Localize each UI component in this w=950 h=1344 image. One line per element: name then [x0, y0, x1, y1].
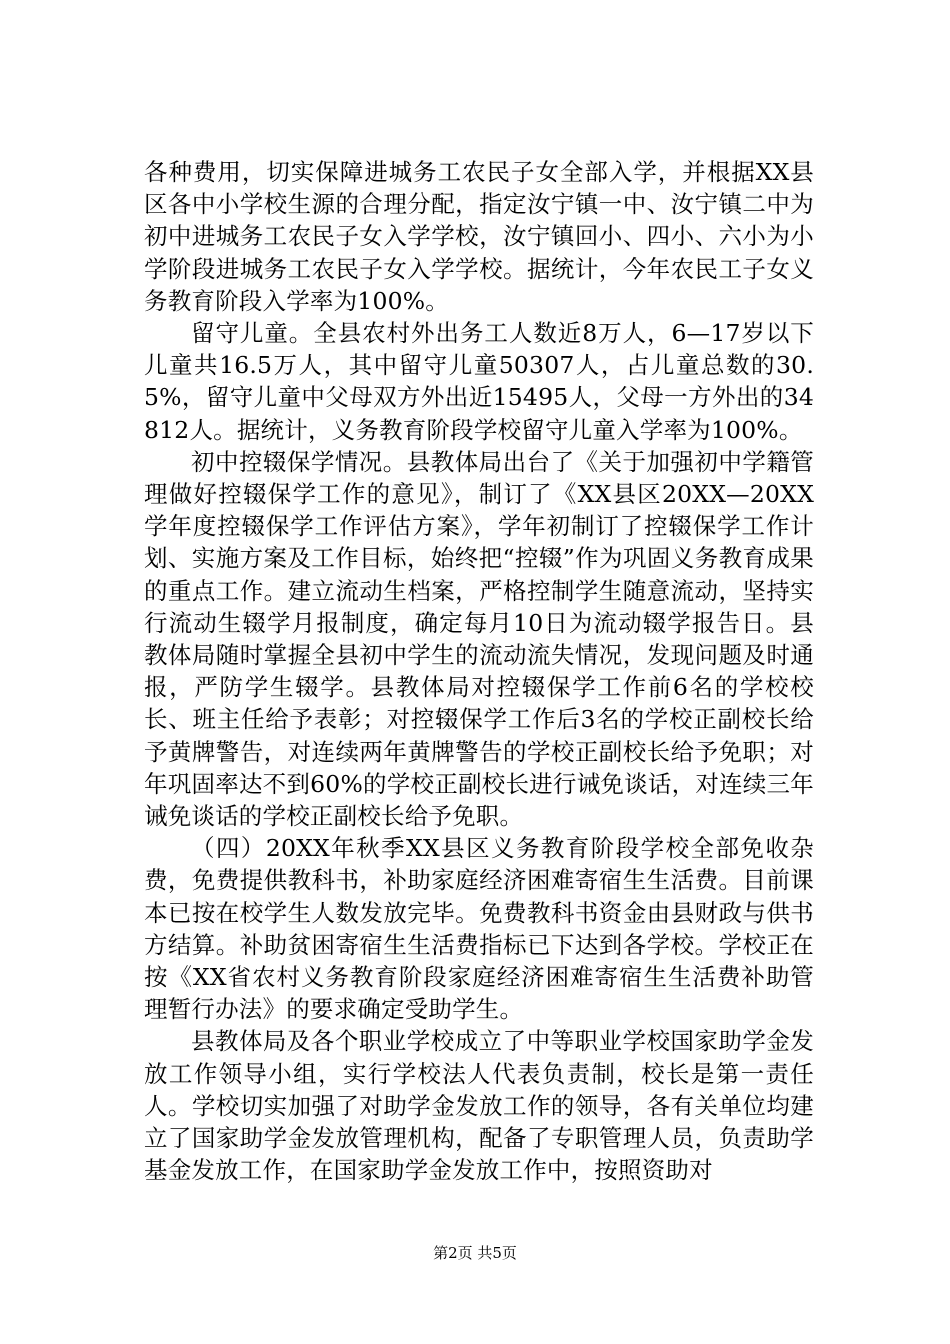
paragraph-2: 留守儿童。全县农村外出务工人数近8万人，6—17岁以下儿童共16.5万人，其中留守儿童50307人，占儿童总数的30.5%，留守儿童中父母双方外出近15495人，父母一方外出的34812人。据统计，义务教育阶段学校留守儿童入学率为100%。	[144, 319, 814, 444]
paragraph-3: 初中控辍保学情况。县教体局出台了《关于加强初中学籍管理做好控辍保学工作的意见》，制订了《XX县区20XX—20XX学年度控辍保学工作评估方案》，学年初制订了控辍保学工作计划、实施方案及工作目标，始终把“控辍”作为巩固义务教育成果的重点工作。建立流动生档案，严格控制学生随意流动，坚持实行流动生辍学月报制度，确定每月10日为流动辍学报告日。县教体局随时掌握全县初中学生的流动流失情况，发现问题及时通报，严防学生辍学。县教体局对控辍保学工作前6名的学校校长、班主任给予表彰；对控辍保学工作后3名的学校正副校长给予黄牌警告，对连续两年黄牌警告的学校正副校长给予免职；对年巩固率达不到60%的学校正副校长进行诫免谈话，对连续三年诫免谈话的学校正副校长给予免职。	[144, 447, 814, 831]
paragraph-4: （四）20XX年秋季XX县区义务教育阶段学校全部免收杂费，免费提供教科书，补助家庭经济困难寄宿生生活费。目前课本已按在校学生人数发放完毕。免费教科书资金由县财政与供书方结算。补助贫困寄宿生生活费指标已下达到各学校。学校正在按《XX省农村义务教育阶段家庭经济困难寄宿生生活费补助管理暂行办法》的要求确定受助学生。	[144, 834, 814, 1024]
paragraph-5: 县教体局及各个职业学校成立了中等职业学校国家助学金发放工作领导小组，实行学校法人代表负责制，校长是第一责任人。学校切实加强了对助学金发放工作的领导，各有关单位均建立了国家助学金发放管理机构，配备了专职管理人员，负责助学基金发放工作，在国家助学金发放工作中，按照资助对	[144, 1027, 814, 1185]
paragraph-1: 各种费用，切实保障进城务工农民子女全部入学，并根据XX县区各中小学校生源的合理分配，指定汝宁镇一中、汝宁镇二中为初中进城务工农民子女入学学校，汝宁镇回小、四小、六小为小学阶段进城务工农民子女入学学校。据统计，今年农民工子女义务教育阶段入学率为100%。	[144, 158, 814, 315]
page-number-footer: 第2页 共5页	[433, 1244, 517, 1262]
document-body	[144, 156, 814, 1187]
